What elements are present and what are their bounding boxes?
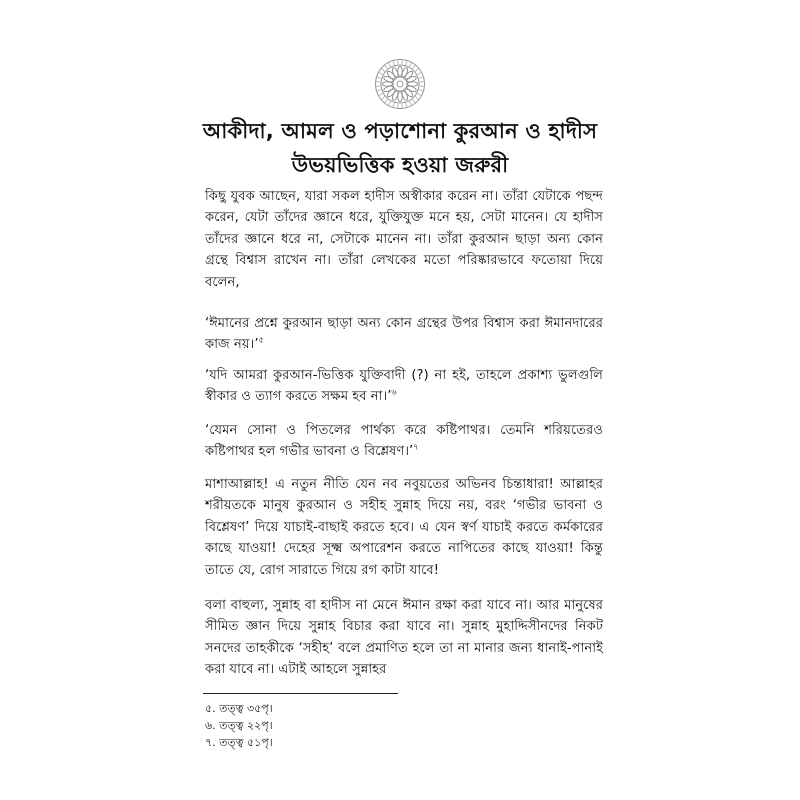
rosette-ray	[417, 73, 421, 75]
rosette-ray	[379, 73, 383, 75]
footnote-7: ৭. তত্ত্ব ৫১পৃ।	[205, 736, 273, 749]
quotation-text: ‘যেমন সোনা ও পিতলের পার্থক্য করে কষ্টিপাথর। তেমনি শরিয়তেরও কষ্টিপাথর হল গভীর ভাবনা ও বিশ্লেষণ।’	[205, 423, 603, 460]
footnote-ref-6: ৬	[391, 388, 397, 398]
rosette-ray	[389, 101, 391, 105]
rosette-ray	[417, 93, 421, 95]
rosette-ray	[406, 103, 407, 107]
footnote-6: ৬. তত্ত্ব ২২পৃ।	[205, 719, 273, 732]
rosette-ray	[406, 61, 407, 65]
rosette-ray	[379, 93, 383, 95]
paragraph-text: বলা বাহুল্য, সুন্নাহ বা হাদীস না মেনে ঈমান রক্ষা করা যাবে না। আর মানুষের সীমিত জ্ঞান দিয়ে সুন্নাহ বিচার করা যাবে না। সুন্নাহ মুহাদ্দিসীনদের নিকট সনদের তাহকীকে ‘সহীহ’ বলে প্রমাণিত হলে তা না মানার জন্য ধানাই-পানাই করা যাবে না। এটাই আহলে সুন্নাহর	[205, 598, 603, 678]
footnote-ref-7: ৭	[413, 443, 419, 453]
paragraph-conclusion	[205, 595, 603, 681]
chapter-title-line-2: উভয়ভিত্তিক হওয়া জরুরী	[291, 153, 509, 177]
rosette-ray	[393, 61, 394, 65]
paragraph-text: কিছু যুবক আছেন, যারা সকল হাদীস অস্বীকার করেন না। তাঁরা যেটাকে পছন্দ করেন, যেটা তাঁদের জ্ঞানে ধরে, যুক্তিযুক্ত মনে হয়, সেটা মানেন। যে হাদীস তাঁদের জ্ঞানে ধরে না, সেটাকে মানেন না। তাঁরা কুরআন ছাড়া অন্য কোন গ্রন্থে বিশ্বাস রাখেন না। তাঁরা লেখকের মতো পরিষ্কারভাবে ফতোয়া দিয়ে বলেন,	[205, 189, 603, 290]
footnote-ref-5: ৫	[258, 336, 264, 346]
rosette-petal	[404, 88, 414, 98]
rosette-ray	[419, 90, 423, 91]
rosette-ray	[419, 77, 423, 78]
rosette-ray	[377, 77, 381, 78]
rosette-ray	[415, 69, 418, 72]
rosette-ray	[412, 65, 415, 68]
rosette-petal	[386, 88, 396, 98]
rosette-ray	[385, 99, 388, 102]
rosette-ray	[409, 101, 411, 105]
paragraph-response	[205, 474, 603, 581]
rosette-ray	[393, 103, 394, 107]
rosette-ray	[412, 99, 415, 102]
footnote-divider	[203, 693, 398, 694]
rosette-petal	[404, 70, 414, 80]
rosette-ray	[415, 96, 418, 99]
rosette-ray	[385, 65, 388, 68]
footnotes	[205, 700, 273, 751]
rosette-ray	[389, 63, 391, 67]
quotation-2	[205, 365, 603, 408]
quotation-text: ‘যদি আমরা কুরআন-ভিত্তিক যুক্তিবাদী (?) না হই, তাহলে প্রকাশ্য ভুলগুলি স্বীকার ও ত্যাগ করতে সক্ষম হব না।’	[205, 368, 603, 405]
rosette-petal	[386, 70, 396, 80]
quotation-1	[205, 313, 603, 356]
rosette-ray	[381, 69, 384, 72]
rosette-ray	[377, 90, 381, 91]
rosette-ray	[381, 96, 384, 99]
paragraph-text: মাশাআল্লাহ! এ নতুন নীতি যেন নব নবুয়তের অভিনব চিন্তাধারা! আল্লাহর শরীয়তকে মানুষ কুরআন ও সহীহ সুন্নাহ দিয়ে নয়, বরং ‘গভীর ভাবনা ও বিশ্লেষণ’ দিয়ে যাচাই-বাছাই করতে হবে। এ যেন স্বর্ণ যাচাই করতে কর্মকারের কাছে যাওয়া! দেহের সূক্ষ্ম অপারেশন করতে নাপিতের কাছে যাওয়া! কিন্তু তাতে যে, রোগ সারাতে গিয়ে রগ কাটা যাবে!	[205, 477, 603, 578]
paragraph-intro	[205, 186, 603, 293]
chapter-title-line-1: আকীদা, আমল ও পড়াশোনা কুরআন ও হাদীস	[202, 119, 598, 143]
quotation-3	[205, 420, 603, 463]
rosette-ray	[409, 63, 411, 67]
floral-rosette-icon	[374, 58, 426, 110]
footnote-5: ৫. তত্ত্ব ৩৫পৃ।	[205, 702, 273, 715]
quotation-text: ‘ঈমানের প্রশ্নে কুরআন ছাড়া অন্য কোন গ্রন্থের উপর বিশ্বাস করা ঈমানদারের কাজ নয়।’	[205, 316, 603, 353]
